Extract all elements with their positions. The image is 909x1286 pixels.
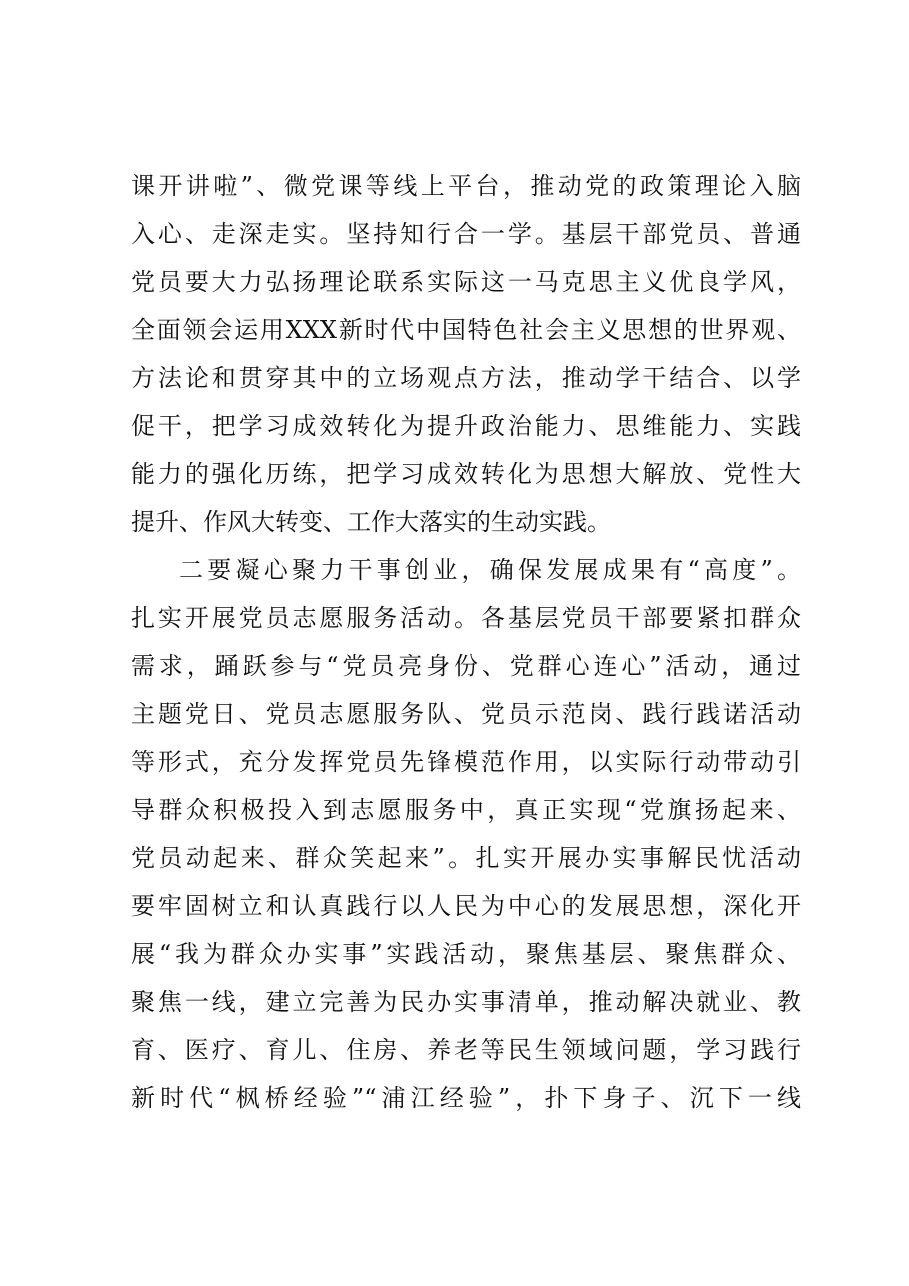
text-line: 新时代“枫桥经验”“浦江经验”，扑下身子、沉下一线 (131, 1084, 801, 1112)
body-text (131, 162, 801, 1122)
text-line: 党员要大力弘扬理论联系实际这一马克思主义优良学风， (131, 268, 801, 296)
paragraph-end-line: 提升、作风大转变、工作大落实的生动实践。 (131, 508, 611, 536)
text-line: 全面领会运用XXX新时代中国特色社会主义思想的世界观、 (131, 316, 801, 344)
section-heading-line: 二要凝心聚力干事创业，确保发展成果有“高度”。 (179, 556, 801, 584)
text-line: 促干，把学习成效转化为提升政治能力、思维能力、实践 (131, 412, 801, 440)
text-line: 党员动起来、群众笑起来”。扎实开展办实事解民忧活动 (131, 844, 801, 872)
text-line: 能力的强化历练，把学习成效转化为思想大解放、党性大 (131, 460, 801, 488)
text-line: 方法论和贯穿其中的立场观点方法，推动学干结合、以学 (131, 364, 801, 392)
text-line: 育、医疗、育儿、住房、养老等民生领域问题，学习践行 (131, 1036, 801, 1064)
text-line: 等形式，充分发挥党员先锋模范作用，以实际行动带动引 (131, 748, 801, 776)
text-line: 课开讲啦”、微党课等线上平台，推动党的政策理论入脑 (131, 172, 801, 200)
text-line: 需求，踊跃参与“党员亮身份、党群心连心”活动，通过 (131, 652, 801, 680)
text-line: 扎实开展党员志愿服务活动。各基层党员干部要紧扣群众 (131, 604, 801, 632)
text-line: 主题党日、党员志愿服务队、党员示范岗、践行践诺活动 (131, 700, 801, 728)
text-line: 展“我为群众办实事”实践活动，聚焦基层、聚焦群众、 (131, 940, 801, 968)
text-line: 要牢固树立和认真践行以人民为中心的发展思想，深化开 (131, 892, 801, 920)
text-line: 入心、走深走实。坚持知行合一学。基层干部党员、普通 (131, 220, 801, 248)
text-line: 聚焦一线，建立完善为民办实事清单，推动解决就业、教 (131, 988, 801, 1016)
text-line: 导群众积极投入到志愿服务中，真正实现“党旗扬起来、 (131, 796, 801, 824)
